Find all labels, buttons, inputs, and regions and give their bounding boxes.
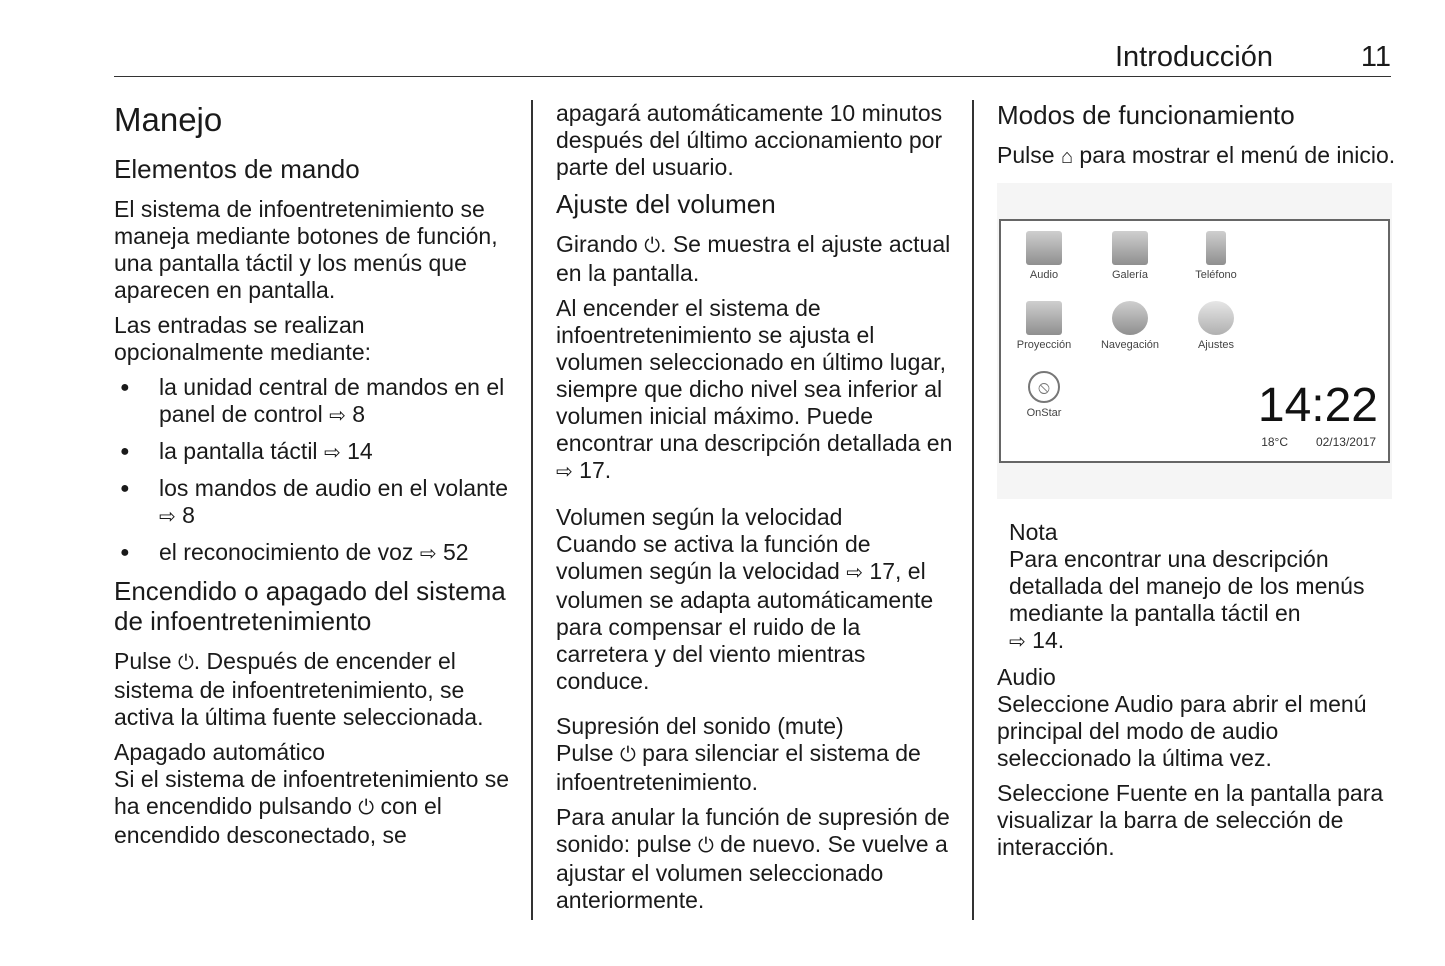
navigation-compass-icon [1112, 301, 1148, 335]
heading-audio: Audio [997, 664, 1056, 690]
column-1 [114, 100, 516, 857]
column-2 [556, 100, 956, 922]
ref-arrow-icon: ⇨ [159, 506, 176, 528]
ref-arrow-icon: ⇨ [556, 461, 573, 483]
clock-time: 14:22 [1257, 379, 1378, 432]
list-item: ● los mandos de audio en el volante ⇨ 8 [114, 475, 516, 531]
ref-arrow-icon: ⇨ [419, 543, 437, 565]
ref-arrow-icon: ⇨ [323, 442, 341, 464]
home-icon: ⌂ [1060, 146, 1074, 168]
note-title: Nota [1009, 519, 1058, 545]
heading-supresion-sonido: Supresión del sonido (mute) [556, 713, 844, 739]
paragraph: Cuando se activa la función de volumen según la velocidad ⇨ 17, el volumen se adapta automáticamente para compensar el ruido de la carretera y del viento mientras conduce. [556, 531, 934, 694]
paragraph: Pulse ⌂ para mostrar el menú de inicio. [997, 142, 1396, 168]
gallery-icon [1112, 231, 1148, 265]
paragraph: apagará automáticamente 10 minutos después del último accionamiento por parte del usuario. [556, 100, 943, 180]
temperature: 18°C [1261, 435, 1288, 449]
audio-icon [1026, 231, 1062, 265]
app-audio[interactable]: Audio [1009, 231, 1079, 281]
power-icon: ⏻ [619, 744, 636, 766]
page-number: 11 [1360, 41, 1391, 73]
power-icon: ⏻ [644, 235, 661, 257]
app-navegacion[interactable]: Navegación [1095, 301, 1165, 351]
heading-apagado-automatico: Apagado automático [114, 739, 325, 765]
projection-icon [1026, 301, 1062, 335]
app-telefono[interactable]: Teléfono [1181, 231, 1251, 281]
page-ref-link[interactable]: 17. [579, 457, 612, 483]
onstar-disabled-icon: ⦸ [1028, 371, 1060, 403]
page-ref-link[interactable]: 17 [869, 558, 895, 584]
column-divider [531, 100, 533, 920]
paragraph: Seleccione Audio para abrir el menú principal del modo de audio seleccionado la última vez. [997, 691, 1367, 771]
list-item: ● la pantalla táctil ⇨ 14 [114, 438, 516, 467]
phone-icon [1206, 231, 1226, 265]
app-galeria[interactable]: Galería [1095, 231, 1165, 281]
list-item: ● el reconocimiento de voz ⇨ 52 [114, 539, 516, 568]
ref-arrow-icon: ⇨ [329, 405, 346, 427]
paragraph: El sistema de infoentretenimiento se maneja mediante botones de función, una pantalla táctil y los menús que aparecen en pantalla. [114, 196, 498, 303]
app-onstar[interactable]: ⦸ OnStar [1009, 371, 1079, 419]
date: 02/13/2017 [1315, 435, 1376, 449]
paragraph: Las entradas se realizan opcionalmente mediante: [114, 312, 371, 365]
power-icon: ⏻ [177, 652, 194, 674]
section-title: Introducción [1115, 41, 1273, 73]
paragraph: Seleccione Fuente en la pantalla para visualizar la barra de selección de interacción. [997, 780, 1384, 860]
heading-encendido: Encendido o apagado del sistema de infoentretenimiento [114, 576, 506, 636]
power-icon: ⏻ [358, 797, 375, 819]
power-icon: ⏻ [697, 835, 714, 857]
paragraph: Pulse ⏻. Después de encender el sistema de infoentretenimiento, se activa la última fuente seleccionada. [114, 648, 484, 730]
paragraph: Para anular la función de supresión de sonido: pulse ⏻ de nuevo. Se vuelve a ajustar el volumen seleccionado anteriormente. [556, 804, 950, 913]
heading-manejo: Manejo [114, 101, 223, 138]
page-ref-link[interactable]: 52 [442, 539, 469, 565]
ref-arrow-icon: ⇨ [1009, 631, 1026, 653]
paragraph: Pulse ⏻ para silenciar el sistema de infoentretenimiento. [556, 740, 921, 795]
infotainment-screen [999, 219, 1390, 463]
note-text: Para encontrar una descripción detallada del manejo de los menús mediante la pantalla táctil en ⇨ 14. [1009, 546, 1365, 653]
heading-volumen-velocidad: Volumen según la velocidad [556, 504, 843, 530]
ref-arrow-icon: ⇨ [846, 562, 864, 584]
heading-modos-funcionamiento: Modos de funcionamiento [997, 100, 1295, 130]
heading-elementos-mando: Elementos de mando [114, 154, 360, 184]
page-ref-link[interactable]: 8 [182, 502, 195, 528]
paragraph: Girando ⏻. Se muestra el ajuste actual en la pantalla. [556, 231, 951, 286]
page-header [114, 38, 1391, 77]
page-ref-link[interactable]: 14. [1032, 627, 1065, 653]
page-ref-link[interactable]: 14 [347, 438, 373, 464]
heading-ajuste-volumen: Ajuste del volumen [556, 189, 776, 219]
app-proyeccion[interactable]: Proyección [1009, 301, 1079, 351]
input-methods-list [114, 374, 516, 568]
page-ref-link[interactable]: 8 [352, 401, 366, 427]
paragraph: Si el sistema de infoentretenimiento se ha encendido pulsando ⏻ con el encendido desconectado, se [114, 766, 510, 848]
column-divider [972, 100, 974, 920]
column-3 [997, 100, 1397, 869]
app-ajustes[interactable]: Ajustes [1181, 301, 1251, 351]
note-box [997, 519, 1397, 656]
paragraph: Al encender el sistema de infoentretenimiento se ajusta el volumen seleccionado en último lugar, siempre que dicho nivel sea inferior al volumen inicial máximo. Puede encontrar una descripción detallada en ⇨ 17. [556, 295, 953, 483]
list-item: ● la unidad central de mandos en el panel de control ⇨ 8 [114, 374, 516, 430]
home-screen-figure [997, 183, 1392, 499]
settings-gears-icon [1198, 301, 1234, 335]
